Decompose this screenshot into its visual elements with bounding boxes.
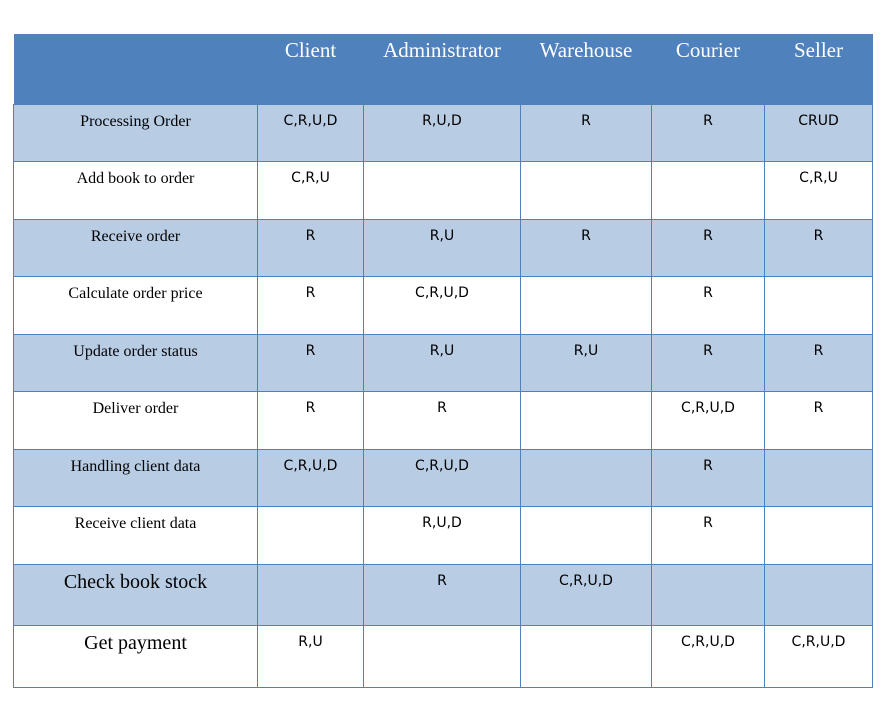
header-warehouse: Warehouse — [521, 34, 652, 104]
permission-cell — [521, 161, 652, 219]
header-row — [14, 34, 873, 104]
permission-cell: R — [652, 219, 765, 276]
permission-cell — [652, 161, 765, 219]
permission-cell: R — [652, 506, 765, 564]
permission-cell: R — [364, 564, 521, 625]
permission-cell: C,R,U,D — [258, 104, 364, 161]
permission-cell: C,R,U — [258, 161, 364, 219]
table-row — [14, 334, 873, 391]
permission-cell — [765, 564, 873, 625]
permission-cell — [258, 506, 364, 564]
permission-cell — [652, 564, 765, 625]
permission-cell: C,R,U — [765, 161, 873, 219]
permission-cell — [765, 449, 873, 506]
row-label: Handling client data — [14, 449, 258, 506]
permission-cell — [521, 506, 652, 564]
permission-cell: R — [765, 334, 873, 391]
table-row — [14, 219, 873, 276]
permission-cell: R — [258, 391, 364, 449]
permission-cell: R — [364, 391, 521, 449]
permissions-table-container — [13, 34, 873, 688]
table-row — [14, 564, 873, 625]
permission-cell — [521, 449, 652, 506]
table-row — [14, 506, 873, 564]
row-label: Receive client data — [14, 506, 258, 564]
header-courier: Courier — [652, 34, 765, 104]
permission-cell: CRUD — [765, 104, 873, 161]
row-label: Check book stock — [14, 564, 258, 625]
row-label: Add book to order — [14, 161, 258, 219]
row-label: Receive order — [14, 219, 258, 276]
permission-cell: R — [765, 219, 873, 276]
permission-cell — [765, 276, 873, 334]
permission-cell: R,U — [258, 625, 364, 687]
permission-cell: C,R,U,D — [652, 391, 765, 449]
header-seller: Seller — [765, 34, 873, 104]
permission-cell: R — [765, 391, 873, 449]
permission-cell: R — [258, 219, 364, 276]
table-row — [14, 161, 873, 219]
table-row — [14, 449, 873, 506]
permission-cell: C,R,U,D — [652, 625, 765, 687]
table-row — [14, 276, 873, 334]
permission-cell: R — [258, 334, 364, 391]
permission-cell — [364, 161, 521, 219]
header-administrator: Administrator — [364, 34, 521, 104]
permission-cell: C,R,U,D — [364, 276, 521, 334]
permission-cell: R — [652, 334, 765, 391]
row-label: Deliver order — [14, 391, 258, 449]
permission-cell: R,U — [364, 219, 521, 276]
permission-cell: C,R,U,D — [258, 449, 364, 506]
permission-cell — [521, 391, 652, 449]
permission-cell: R,U,D — [364, 104, 521, 161]
row-label: Calculate order price — [14, 276, 258, 334]
permission-cell: R — [521, 219, 652, 276]
permission-cell: C,R,U,D — [521, 564, 652, 625]
header-corner — [14, 34, 258, 104]
permission-cell — [364, 625, 521, 687]
table-row — [14, 104, 873, 161]
permission-cell: R — [258, 276, 364, 334]
permission-cell — [258, 564, 364, 625]
row-label: Processing Order — [14, 104, 258, 161]
table-row — [14, 391, 873, 449]
permission-cell: C,R,U,D — [765, 625, 873, 687]
permission-cell: R — [652, 449, 765, 506]
permission-cell: C,R,U,D — [364, 449, 521, 506]
header-client: Client — [258, 34, 364, 104]
permission-cell: R — [652, 104, 765, 161]
row-label: Update order status — [14, 334, 258, 391]
permission-cell: R,U,D — [364, 506, 521, 564]
permission-cell: R,U — [521, 334, 652, 391]
permissions-table — [13, 34, 873, 688]
permission-cell: R,U — [364, 334, 521, 391]
permission-cell — [521, 276, 652, 334]
table-row — [14, 625, 873, 687]
permission-cell — [521, 625, 652, 687]
permission-cell — [765, 506, 873, 564]
permission-cell: R — [521, 104, 652, 161]
permission-cell: R — [652, 276, 765, 334]
row-label: Get payment — [14, 625, 258, 687]
